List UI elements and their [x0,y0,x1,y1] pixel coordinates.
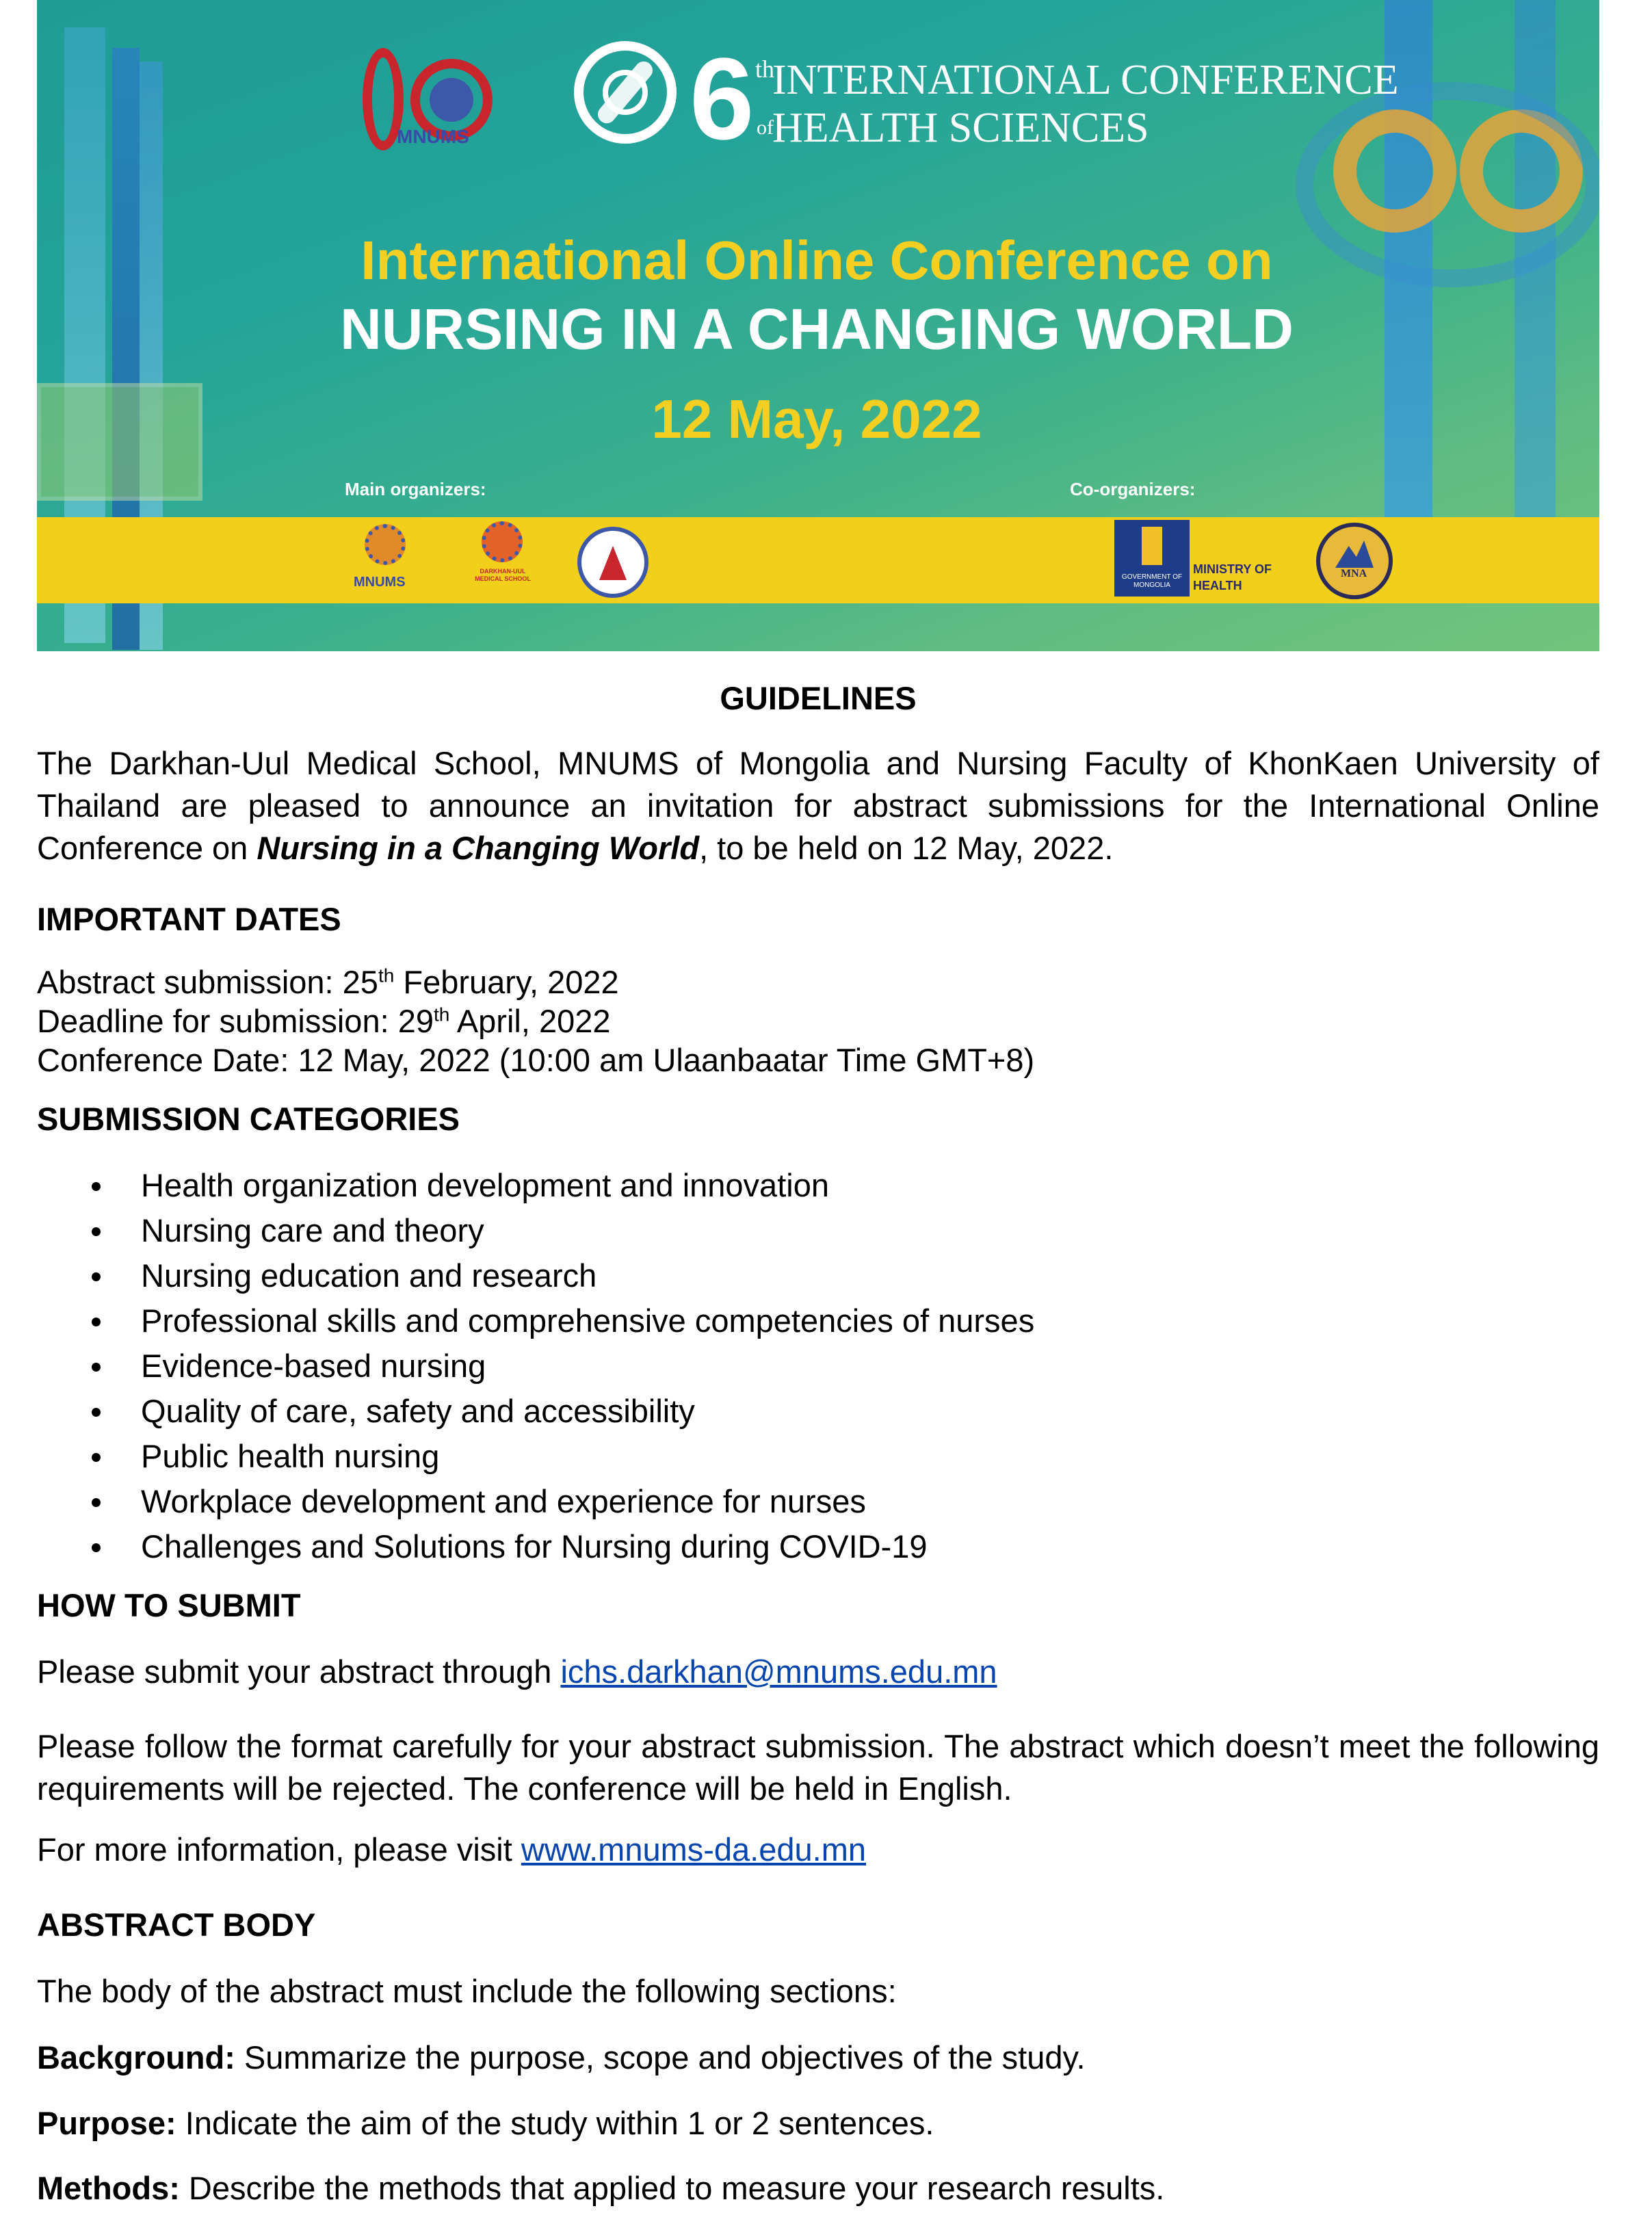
intro-text-start: The Darkhan-Uul Medical School, MNUMS of Mongolia and Nursing Faculty of KhonKaen University of Thailand are pleased to announce an invitation for abstract submissions for the International Online Conference on [37,745,1599,866]
format-instructions: Please follow the format carefully for your abstract submission. The abstract which doesn’t meet the following requirements will be rejected. The conference will be held in English. [37,1728,1599,1807]
conference-date: Conference Date: 12 May, 2022 (10:00 am Ulaanbaatar Time GMT+8) [37,1042,1035,1078]
main-organizers-label: Main organizers: [345,479,486,499]
purpose-label: Purpose: [37,2105,176,2141]
abstract-body-heading: ABSTRACT BODY [37,1907,316,1943]
government-of-mongolia-logo [1114,520,1190,597]
darkhan-uul-text: DARKHAN-UUL MEDICAL SCHOOL [475,568,531,582]
guidelines-heading: GUIDELINES [720,680,917,716]
list-item: Professional skills and comprehensive competencies of nurses [37,1298,1599,1344]
list-item: Challenges and Solutions for Nursing during COVID-19 [37,1524,1599,1569]
organizers-band [37,517,1599,603]
conference-name-line2: HEALTH SCIENCES [772,105,1149,151]
conference-number: 6 [690,34,755,164]
abstract-submission-date: Abstract submission: 25th February, 2022 [37,964,619,1000]
government-text: GOVERNMENT OF MONGOLIA [1121,573,1183,589]
methods-section: Methods: Describe the methods that applied to measure your research results. [37,2170,1165,2206]
mnums-org-text: MNUMS [354,575,406,590]
website-link[interactable]: www.mnums-da.edu.mn [521,1831,867,1868]
ministry-line2: HEALTH [1193,579,1242,592]
conference-of: of [757,116,774,139]
methods-label: Methods: [37,2170,180,2206]
list-item: Public health nursing [37,1434,1599,1479]
list-item: Nursing education and research [37,1253,1599,1298]
darkhan-uul-logo [465,521,540,598]
list-item: Evidence-based nursing [37,1344,1599,1389]
deadline-date: Deadline for submission: 29th April, 2022 [37,1003,611,1039]
conference-name-line1: INTERNATIONAL CONFERENCE [772,57,1399,103]
mna-text: MNA [1341,568,1367,579]
banner-date: 12 May, 2022 [651,389,982,449]
conference-theme: Nursing in a Changing World [257,830,700,866]
mnums-logo-text: MNUMS [397,126,469,147]
list-item: Nursing care and theory [37,1208,1599,1253]
list-item: Quality of care, safety and accessibility [37,1389,1599,1434]
background-label: Background: [37,2039,235,2075]
how-to-submit-heading: HOW TO SUBMIT [37,1587,301,1623]
more-info: For more information, please visit www.mnums-da.edu.mn [37,1831,867,1868]
important-dates-list [37,963,1599,1079]
submission-email-link[interactable]: ichs.darkhan@mnums.edu.mn [560,1653,997,1690]
categories-list-container [37,1163,1599,1569]
guidelines-intro [37,742,1599,869]
list-item: Workplace development and experience for nurses [37,1479,1599,1524]
conference-banner [37,0,1599,651]
banner-subtitle: International Online Conference on [360,230,1273,291]
intro-text-end: , to be held on 12 May, 2022. [699,830,1114,866]
list-item: Health organization development and innovation [37,1163,1599,1208]
categories-list [37,1163,1599,1569]
purpose-section: Purpose: Indicate the aim of the study within 1 or 2 sentences. [37,2105,934,2141]
conference-number-suffix: th [755,55,775,83]
mnums-80-logo [349,45,493,155]
conference-emblem-icon [574,41,677,144]
co-organizers-label: Co-organizers: [1070,479,1196,499]
background-section: Background: Summarize the purpose, scope and objectives of the study. [37,2039,1086,2075]
abstract-body-intro: The body of the abstract must include the following sections: [37,1973,897,2009]
banner-title: NURSING IN A CHANGING WORLD [340,297,1294,361]
important-dates-heading: IMPORTANT DATES [37,901,341,937]
mna-seal-icon [1316,523,1393,599]
mnums-org-logo [348,524,423,599]
submit-instructions: Please submit your abstract through ichs.darkhan@mnums.edu.mn [37,1653,997,1690]
ministry-line1: MINISTRY OF [1193,562,1272,576]
submission-categories-heading: SUBMISSION CATEGORIES [37,1101,460,1137]
ministry-of-health [1193,561,1272,594]
nursing-faculty-seal-icon [577,527,648,598]
